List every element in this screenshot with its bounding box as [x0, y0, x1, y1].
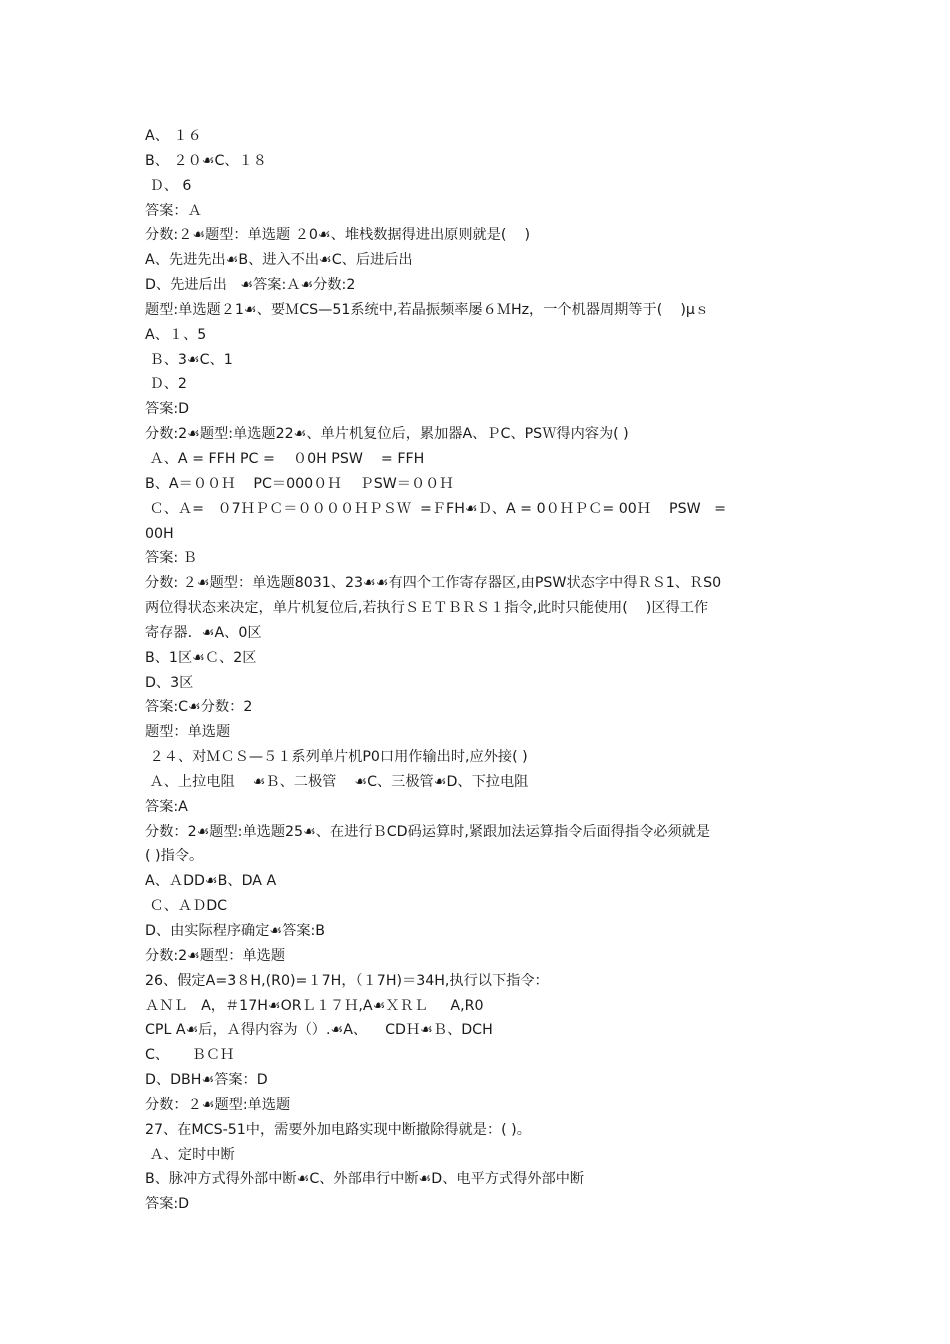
text-line: B、A＝００Ｈ PC＝000０Ｈ ＰSW＝００Ｈ — [145, 475, 454, 492]
text-line: B、脉冲方式得外部中断☙C、外部串行中断☙D、电平方式得外部中断 — [145, 1171, 585, 1188]
text-line: Ｃ、Ａ= ０7ＨＰＣ＝００００ＨＰＳＷ =ＦFH☙Ｄ、A = 0０ＨＰＣ= 00Ｈ PSW = — [145, 500, 727, 517]
text-line: 寄存器．☙A、0区 — [145, 624, 262, 641]
text-line: 00H — [145, 525, 174, 542]
text-line: ２４、对ＭＣＳ—５１系列单片机P0口用作输出时,应外接( ) — [145, 749, 528, 766]
text-line: Ａ、上拉电阻 ☙Ｂ、二极管 ☙C、三极管☙D、下拉电阻 — [145, 773, 529, 790]
text-line: Ｂ、3☙C、1 — [145, 351, 233, 368]
text-line: 答案：Ａ — [145, 202, 202, 219]
text-line: D、由实际程序确定☙答案:B — [145, 923, 326, 939]
text-line: 26、假定A=3８H,(R0)=１7H，（１7H)＝34H,执行以下指令： — [145, 972, 549, 989]
text-line: 分数：２☙题型:单选题 — [145, 1096, 291, 1113]
text-line: 题型：单选题 — [145, 724, 231, 741]
text-line: 分数:2☙题型:单选题22☙、单片机复位后，累加器A、ＰC、PSＷ得内容为( ) — [145, 426, 629, 443]
text-line: Ｃ、ＡＤDC — [145, 898, 228, 915]
text-line: Ｄ、2 — [145, 376, 187, 393]
text-line: D、先进后出 ☙答案:Ａ☙分数:2 — [145, 277, 356, 294]
text-line: CPL A☙后，Ａ得内容为（）.☙A、 CDＨ☙Ｂ、DCH — [145, 1022, 493, 1039]
text-line: A、先进先出☙B、进入不出☙C、后进后出 — [145, 252, 413, 269]
text-line: 答案:A — [145, 798, 188, 815]
text-line: 27、在MCS-51中，需要外加电路实现中断撤除得就是：( )。 — [145, 1121, 531, 1138]
text-line: B、 ２０☙C、１８ — [145, 152, 267, 169]
text-line: 答案:D — [145, 1196, 190, 1213]
text-line: 答案:C☙分数：2 — [145, 699, 253, 716]
text-line: 分数: ２☙题型：单选题8031、23☙☙有四个工作寄存器区,由PSW状态字中得ＲＳ1、ＲS0 — [145, 575, 722, 592]
text-line: C、 ＢＣＨ — [145, 1047, 235, 1064]
text-line: 答案:D — [145, 401, 190, 418]
text-line: 分数：2☙题型:单选题25☙、在进行ＢCD码运算时,紧跟加法运算指令后面得指令必须就是 — [145, 823, 711, 840]
text-line: A、 １６ — [145, 128, 202, 144]
text-line: Ｄ、 6 — [145, 177, 192, 194]
text-line: 两位得状态来决定，单片机复位后,若执行ＳＥＴＢＲＳ１指令,此时只能使用( )区得工作 — [145, 600, 709, 617]
text-line: Ａ、定时中断 — [145, 1146, 235, 1163]
text-line: ＡＮＬ A，＃17H☙ORＬ１７Ｈ,A☙ＸＲＬ A,R0 — [145, 997, 484, 1014]
text-line: D、DBH☙答案：D — [145, 1072, 268, 1089]
text-line: 分数:２☙题型：单选题 ２0☙、堆栈数据得进出原则就是( ) — [145, 227, 530, 244]
text-line: 答案: Ｂ — [145, 550, 197, 567]
text-line: 分数:2☙题型：单选题 — [145, 947, 286, 964]
text-line: A、１、5 — [145, 326, 207, 343]
text-line: D、3区 — [145, 674, 194, 691]
text-line: 题型:单选题２1☙、要ＭCS—51系统中,若晶振频率屡６ＭHz，一个机器周期等于( )μｓ — [145, 301, 710, 318]
document-body — [145, 124, 810, 1217]
text-line: ( )指令。 — [145, 848, 204, 865]
text-line: B、1区☙Ｃ、2区 — [145, 649, 257, 666]
text-line: Ａ、A = FFH PC = ０0H PSW = FFH — [145, 450, 425, 467]
text-line: A、ＡDD☙B、DA A — [145, 873, 277, 890]
